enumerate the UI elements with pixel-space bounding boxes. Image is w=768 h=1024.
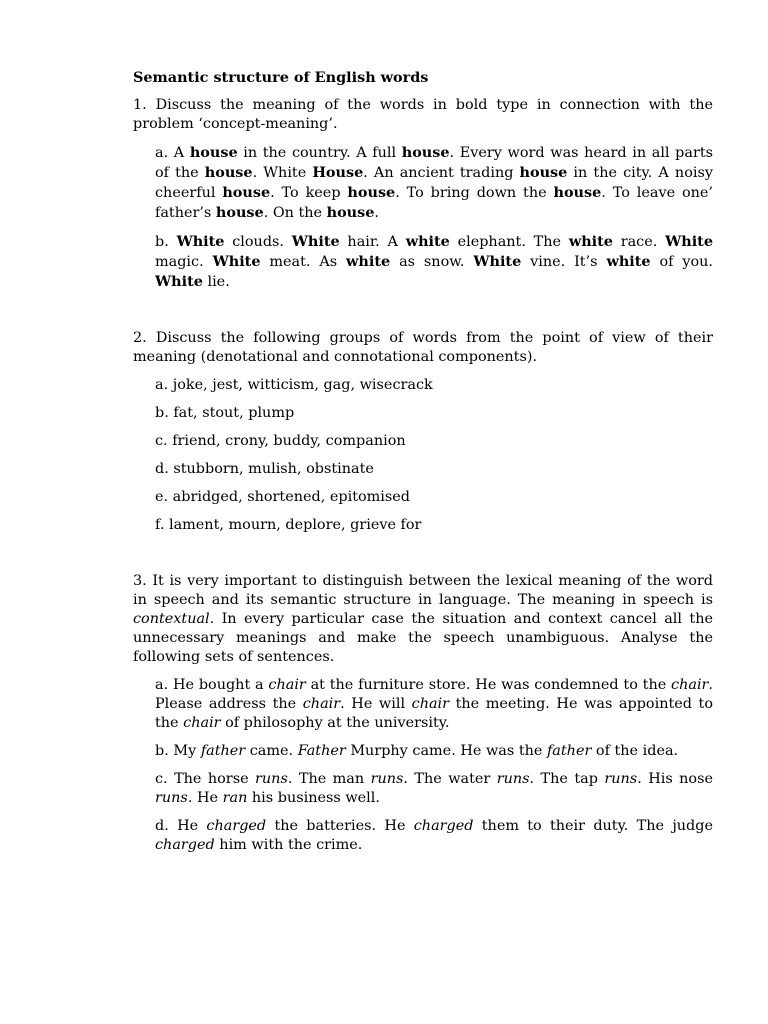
bold-term: House xyxy=(312,164,364,181)
italic-term: runs xyxy=(604,771,638,787)
italic-term: runs xyxy=(255,771,288,787)
italic-term: chair xyxy=(183,715,221,731)
italic-term: chair xyxy=(671,677,709,693)
task-3-item-b: b. My father came. Father Murphy came. He was the father of the idea. xyxy=(155,743,679,759)
italic-term: charged xyxy=(413,818,474,834)
task-1-item-b: b. White clouds. White hair. A white elephant. The white race. White magic. White meat. As white as snow. White vine. It’s white of you. White lie. xyxy=(155,233,713,290)
task-2-item: f. lament, mourn, deplore, grieve for xyxy=(155,517,422,533)
bold-term: house xyxy=(204,164,253,181)
italic-term: contextual xyxy=(133,611,210,627)
task-1-item-a: a. A house in the country. A full house. Every word was heard in all parts of the house. White House. An ancient trading house in the city. A noisy cheerful house. To keep house. To bring down the house. To leave one’ father’s house. On the house. xyxy=(155,144,713,221)
task-2-item: a. joke, jest, witticism, gag, wisecrack xyxy=(155,377,433,393)
task-1-intro: 1. Discuss the meaning of the words in bold type in connection with the problem ‘concept-meaning’. xyxy=(133,97,713,132)
bold-term: house xyxy=(553,184,602,201)
task-3-item-c: c. The horse runs. The man runs. The water runs. The tap runs. His nose runs. He ran his business well. xyxy=(155,771,713,806)
bold-term: White xyxy=(665,233,713,250)
italic-term: father xyxy=(546,743,592,759)
bold-term: house xyxy=(347,184,396,201)
task-2-item: d. stubborn, mulish, obstinate xyxy=(155,461,374,477)
bold-term: house xyxy=(519,164,568,181)
italic-term: charged xyxy=(206,818,267,834)
bold-term: house xyxy=(326,204,375,221)
task-3-intro: 3. It is very important to distinguish between the lexical meaning of the word in speech and its semantic structure in language. The meaning in speech is contextual. In every particular case the situation and context cancel all the unnecessary meanings and make the speech unambiguous. Analyse the following sets of sentences. xyxy=(133,573,713,665)
bold-term: white xyxy=(346,253,391,270)
bold-term: house xyxy=(222,184,271,201)
italic-term: Father xyxy=(297,743,346,759)
task-2-item: c. friend, crony, buddy, companion xyxy=(155,433,406,449)
task-2-item: e. abridged, shortened, epitomised xyxy=(155,489,411,505)
bold-term: white xyxy=(606,253,651,270)
bold-term: White xyxy=(212,253,261,270)
italic-term: ran xyxy=(222,790,248,806)
italic-term: runs xyxy=(155,790,188,806)
bold-term: house xyxy=(189,144,238,161)
bold-term: White xyxy=(155,273,203,290)
bold-term: white xyxy=(405,233,450,250)
italic-term: chair xyxy=(268,677,306,693)
italic-term: father xyxy=(200,743,246,759)
bold-term: house xyxy=(215,204,264,221)
document-page xyxy=(133,68,713,855)
bold-term: White xyxy=(291,233,340,250)
task-3-item-d: d. He charged the batteries. He charged them to their duty. The judge charged him with the crime. xyxy=(155,818,713,853)
bold-term: White xyxy=(473,253,522,270)
bold-term: house xyxy=(401,144,450,161)
italic-term: runs xyxy=(370,771,404,787)
italic-term: chair xyxy=(411,696,450,712)
task-3-item-a: a. He bought a chair at the furniture store. He was condemned to the chair. Please address the chair. He will chair the meeting. He was appointed to the chair of philosophy at the university. xyxy=(155,677,714,731)
italic-term: charged xyxy=(155,837,215,853)
italic-term: chair xyxy=(302,696,341,712)
task-2-item: b. fat, stout, plump xyxy=(155,405,295,421)
task-2-intro: 2. Discuss the following groups of words from the point of view of their meaning (denotational and connotational components). xyxy=(133,330,713,365)
bold-term: White xyxy=(176,233,225,250)
italic-term: runs xyxy=(496,771,530,787)
bold-term: white xyxy=(568,233,613,250)
document-title: Semantic structure of English words xyxy=(133,69,429,86)
